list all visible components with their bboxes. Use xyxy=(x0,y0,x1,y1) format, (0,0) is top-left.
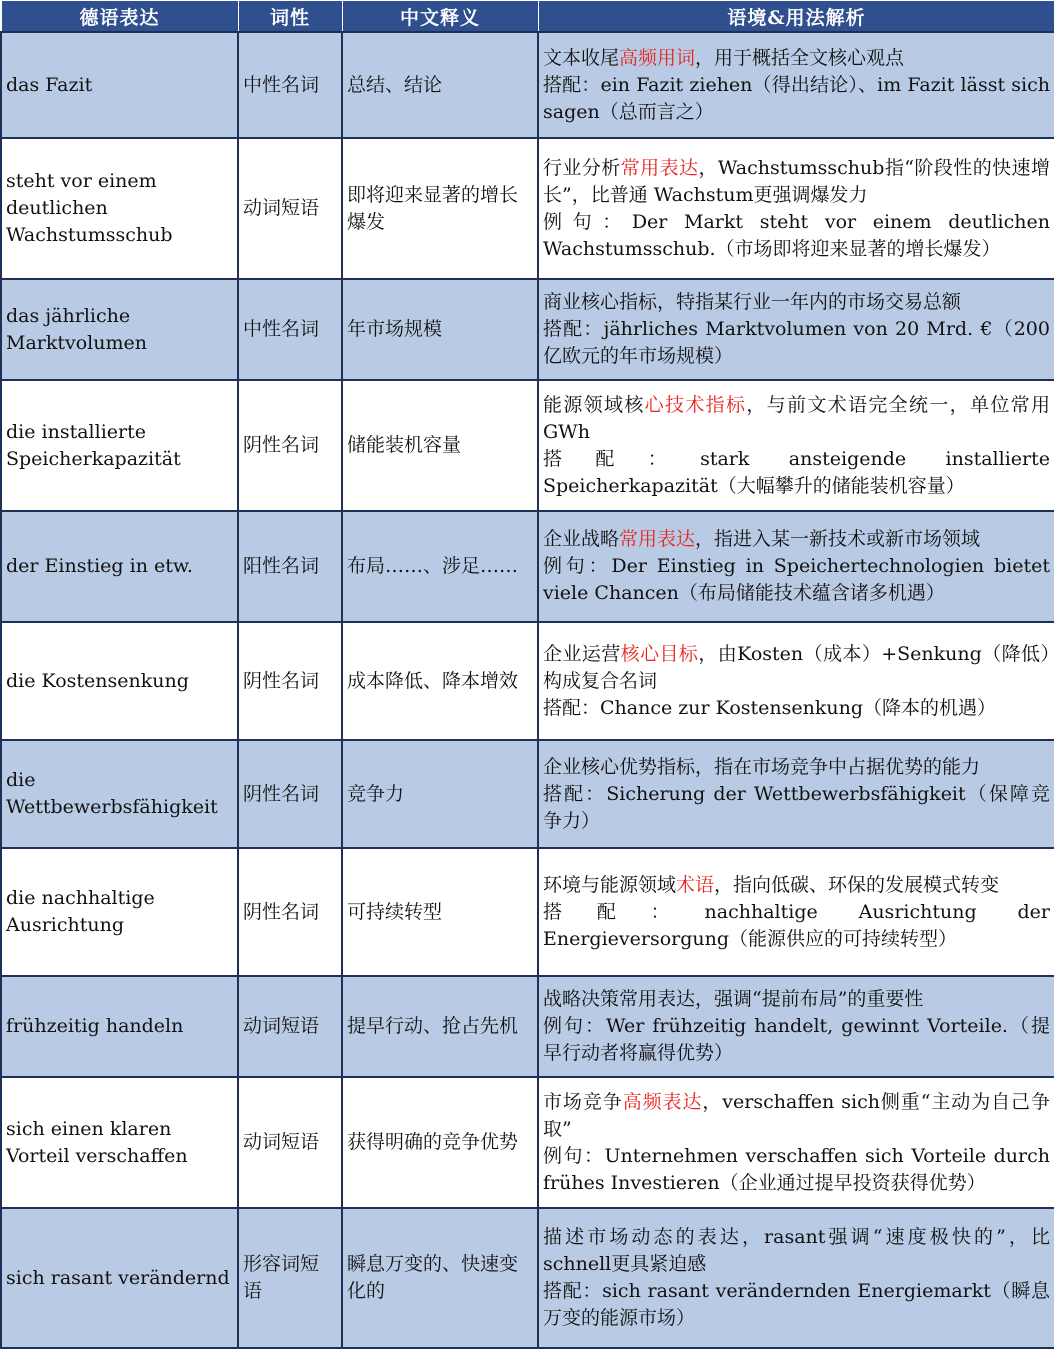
usage-line xyxy=(543,446,1050,500)
german-expression: der Einstieg in etw. xyxy=(1,511,238,622)
usage-notes xyxy=(538,279,1054,380)
chinese-meaning: 布局……、涉足…… xyxy=(342,511,538,622)
chinese-meaning: 即将迎来显著的增长爆发 xyxy=(342,138,538,279)
usage-notes xyxy=(538,511,1054,622)
usage-text: 搭配：Chance zur Kostensenkung（降本的机遇） xyxy=(543,696,997,719)
usage-text: 能源领域核 xyxy=(543,393,645,416)
usage-line xyxy=(543,1089,1050,1143)
part-of-speech: 阴性名词 xyxy=(238,622,342,740)
usage-notes xyxy=(538,32,1054,138)
german-expression: die Kostensenkung xyxy=(1,622,238,740)
highlight-term: 心技术指标 xyxy=(644,393,747,416)
part-of-speech: 阳性名词 xyxy=(238,511,342,622)
usage-text: ，指进入某一新技术或新市场领域 xyxy=(695,528,981,550)
usage-line xyxy=(543,155,1050,209)
table-row xyxy=(1,1077,1054,1208)
usage-text: 企业运营 xyxy=(543,642,621,665)
chinese-meaning: 成本降低、降本增效 xyxy=(342,622,538,740)
usage-notes xyxy=(538,1077,1054,1208)
part-of-speech: 阴性名词 xyxy=(238,740,342,848)
usage-line xyxy=(543,553,1050,607)
usage-text: 商业核心指标，特指某行业一年内的市场交易总额 xyxy=(543,291,962,313)
usage-text: 企业战略 xyxy=(543,528,620,550)
table-row xyxy=(1,622,1054,740)
usage-text: 搭配：Sicherung der Wettbewerbsfähigkeit（保障竞争力） xyxy=(543,782,1050,832)
usage-line xyxy=(543,289,1050,316)
table-row xyxy=(1,511,1054,622)
usage-line xyxy=(543,45,1050,72)
chinese-meaning: 获得明确的竞争优势 xyxy=(342,1077,538,1208)
usage-text: 描述市场动态的表达，rasant强调“速度极快的”，比schnell更具紧迫感 xyxy=(543,1226,1050,1275)
german-expression: das jährliche Marktvolumen xyxy=(1,279,238,380)
usage-text: 文本收尾 xyxy=(543,46,620,69)
usage-notes xyxy=(538,1208,1054,1348)
table-header-row xyxy=(1,1,1054,33)
german-expression: die nachhaltige Ausrichtung xyxy=(1,848,238,976)
german-expression: die installierte Speicherkapazität xyxy=(1,380,238,511)
part-of-speech: 动词短语 xyxy=(238,1077,342,1208)
highlight-term: 高频用词 xyxy=(619,46,696,69)
usage-notes xyxy=(538,848,1054,976)
usage-text: 行业分析 xyxy=(543,156,621,179)
header-meaning: 中文释义 xyxy=(342,1,538,33)
highlight-term: 术语 xyxy=(676,873,715,896)
table-body xyxy=(1,32,1054,1348)
part-of-speech: 阴性名词 xyxy=(238,380,342,511)
header-usage: 语境&用法解析 xyxy=(538,1,1054,33)
usage-text: 例句：Der Markt steht vor einem deutlichen Wachstumsschub.（市场即将迎来显著的增长爆发） xyxy=(543,210,1050,260)
header-german: 德语表达 xyxy=(1,1,238,33)
table-row xyxy=(1,740,1054,848)
usage-notes xyxy=(538,740,1054,848)
highlight-term: 核心目标 xyxy=(620,642,699,665)
usage-text: 例句：Der Einstieg in Speichertechnologien bietet viele Chancen（布局储能技术蕴含诸多机遇） xyxy=(543,555,1050,604)
chinese-meaning: 可持续转型 xyxy=(342,848,538,976)
part-of-speech: 动词短语 xyxy=(238,138,342,279)
part-of-speech: 阴性名词 xyxy=(238,848,342,976)
usage-text: 企业核心优势指标，指在市场竞争中占据优势的能力 xyxy=(543,755,981,778)
usage-line xyxy=(543,526,1050,553)
table-row xyxy=(1,1208,1054,1348)
usage-text: 搭配：jährliches Marktvolumen von 20 Mrd. €（200亿欧元的年市场规模） xyxy=(543,318,1050,367)
usage-text: ，指向低碳、环保的发展模式转变 xyxy=(714,873,1000,896)
usage-text: 搭配：ein Fazit ziehen（得出结论）、im Fazit lässt sich sagen（总而言之） xyxy=(543,73,1050,123)
usage-text: ，用于概括全文核心观点 xyxy=(695,46,905,69)
table-row xyxy=(1,32,1054,138)
header-pos: 词性 xyxy=(238,1,342,33)
usage-line xyxy=(543,695,1050,722)
usage-text: 例句：Wer frühzeitig handelt, gewinnt Vorteile.（提早行动者将赢得优势） xyxy=(543,1015,1050,1064)
usage-text: 例句：Unternehmen verschaffen sich Vorteile durch frühes Investieren（企业通过提早投资获得优势） xyxy=(543,1144,1050,1194)
usage-text: ，verschaffen sich侧重“主动为自己争取” xyxy=(543,1090,1050,1140)
part-of-speech: 动词短语 xyxy=(238,976,342,1077)
german-expression: frühzeitig handeln xyxy=(1,976,238,1077)
german-expression: das Fazit xyxy=(1,32,238,138)
usage-text: 环境与能源领域 xyxy=(543,873,677,896)
usage-line xyxy=(543,392,1050,446)
usage-line xyxy=(543,209,1050,263)
usage-text: ，由Kosten（成本）+Senkung（降低）构成复合名词 xyxy=(543,642,1050,692)
chinese-meaning: 年市场规模 xyxy=(342,279,538,380)
usage-line xyxy=(543,899,1050,953)
usage-line xyxy=(543,781,1050,835)
usage-text: 搭配：sich rasant verändernden Energiemarkt（瞬息万变的能源市场） xyxy=(543,1280,1050,1329)
highlight-term: 常用表达 xyxy=(619,528,696,550)
table-row xyxy=(1,848,1054,976)
usage-line xyxy=(543,1278,1050,1332)
usage-notes xyxy=(538,380,1054,511)
table-row xyxy=(1,976,1054,1077)
part-of-speech: 中性名词 xyxy=(238,32,342,138)
usage-notes xyxy=(538,622,1054,740)
highlight-term: 高频表达 xyxy=(622,1090,703,1113)
chinese-meaning: 竞争力 xyxy=(342,740,538,848)
chinese-meaning: 瞬息万变的、快速变化的 xyxy=(342,1208,538,1348)
usage-line xyxy=(543,754,1050,781)
usage-notes xyxy=(538,976,1054,1077)
german-expression: die Wettbewerbsfähigkeit xyxy=(1,740,238,848)
highlight-term: 常用表达 xyxy=(620,156,699,179)
usage-text: ，Wachstumsschub指“阶段性的快速增长”，比普通 Wachstum更强调爆发力 xyxy=(543,156,1050,206)
german-expression: sich einen klaren Vorteil verschaffen xyxy=(1,1077,238,1208)
chinese-meaning: 提早行动、抢占先机 xyxy=(342,976,538,1077)
table-row xyxy=(1,279,1054,380)
usage-text: 搭配：stark ansteigende installierte Speicherkapazität（大幅攀升的储能装机容量） xyxy=(543,447,1050,497)
usage-line xyxy=(543,641,1050,695)
german-expression: steht vor einem deutlichen Wachstumsschub xyxy=(1,138,238,279)
usage-line xyxy=(543,1013,1050,1067)
usage-line xyxy=(543,316,1050,370)
german-expression: sich rasant verändernd xyxy=(1,1208,238,1348)
usage-text: 市场竞争 xyxy=(543,1090,623,1113)
chinese-meaning: 总结、结论 xyxy=(342,32,538,138)
usage-text: ，与前文术语完全统一，单位常用GWh xyxy=(543,393,1050,443)
usage-line xyxy=(543,1224,1050,1278)
chinese-meaning: 储能装机容量 xyxy=(342,380,538,511)
usage-line xyxy=(543,986,1050,1013)
part-of-speech: 形容词短语 xyxy=(238,1208,342,1348)
usage-text: 战略决策常用表达，强调“提前布局”的重要性 xyxy=(543,988,924,1010)
usage-line xyxy=(543,72,1050,126)
usage-text: 搭配：nachhaltige Ausrichtung der Energieversorgung（能源供应的可持续转型） xyxy=(543,900,1050,950)
part-of-speech: 中性名词 xyxy=(238,279,342,380)
table-row xyxy=(1,138,1054,279)
usage-notes xyxy=(538,138,1054,279)
usage-line xyxy=(543,872,1050,899)
table-row xyxy=(1,380,1054,511)
usage-line xyxy=(543,1143,1050,1197)
